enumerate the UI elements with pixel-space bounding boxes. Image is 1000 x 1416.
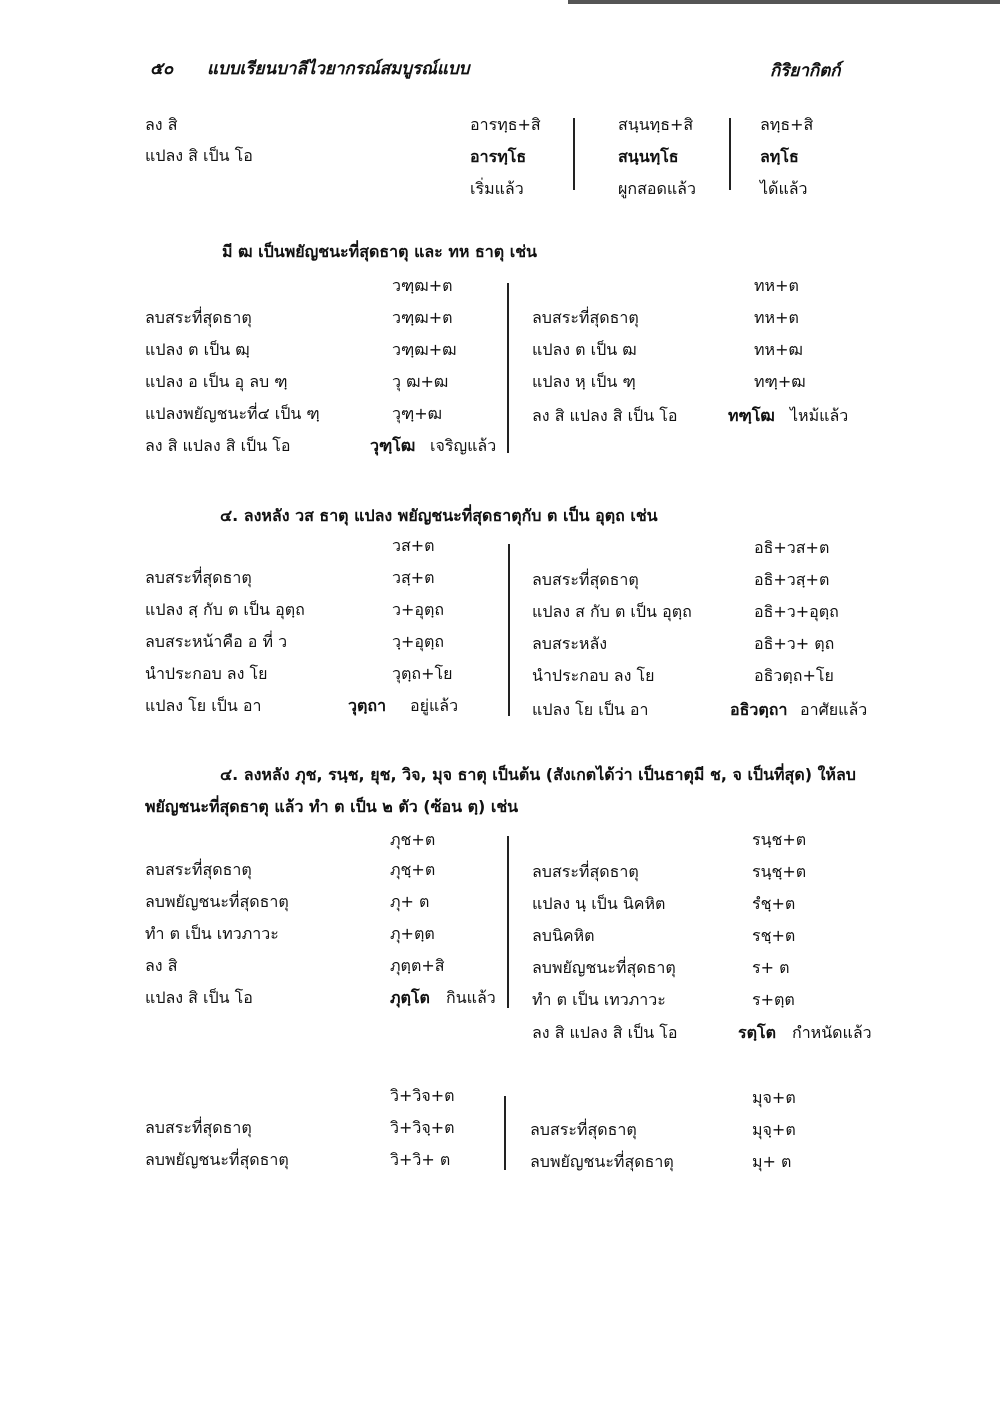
step-label: แปลง หฺ เป็น ฑฺ: [532, 372, 636, 391]
section-heading: ๔. ลงหลัง วส ธาตุ แปลง พยัญชนะที่สุดธาตุกับ ต เป็น อุตฺถ เช่น: [220, 506, 658, 525]
base-form: วส+ต: [392, 536, 435, 555]
step-form: อธิ+วสฺ+ต: [754, 570, 830, 589]
result-word: ลทฺโธ: [760, 147, 799, 166]
step-label: นำประกอบ ลง โย: [145, 664, 268, 683]
step-label: ลบสระหน้าคือ อ ที่ ว: [145, 632, 288, 651]
column-divider: [508, 544, 510, 716]
section-heading: ๔. ลงหลัง ภุช, รนฺช, ยุช, วิจ, มุจ ธาตุ เป็นต้น (สังเกตได้ว่า เป็นธาตุมี ช, จ เป็นที่สุด) ให้ลบ: [220, 765, 856, 784]
step-label: แปลง ต เป็น ฒฺ: [145, 340, 250, 359]
step-form: วฑฺฒ+ต: [392, 308, 453, 327]
step-form: ภุ+ตฺต: [390, 924, 435, 943]
step-label: นำประกอบ ลง โย: [532, 666, 655, 685]
step-label: แปลง สฺ กับ ต เป็น อุตฺถ: [145, 600, 305, 619]
meaning: กำหนัดแล้ว: [792, 1023, 872, 1042]
chapter-title: กิริยากิตก์: [770, 61, 841, 81]
step-label: ลบสระที่สุดธาตุ: [145, 568, 252, 587]
step-label: ลบสระหลัง: [532, 634, 608, 653]
column-divider: [729, 118, 731, 190]
step-form: ภุตฺต+สิ: [390, 956, 445, 975]
base-form: ภุช+ต: [390, 830, 436, 849]
step-form: อธิวตฺถ+โย: [754, 666, 834, 685]
base-form: รนฺช+ต: [752, 830, 807, 849]
step-form: ภุชฺ+ต: [390, 860, 436, 879]
step-form: วสฺ+ต: [392, 568, 435, 587]
meaning: ได้แล้ว: [760, 179, 808, 198]
step-label: แปลง อ เป็น อุ ลบ ฑฺ: [145, 372, 288, 391]
step-form: วฑฺฒ+ฒ: [392, 340, 457, 359]
step-form: ทฑฺ+ฒ: [754, 372, 806, 391]
form: สนฺนทฺธ+สิ: [618, 115, 694, 134]
result-word: อธิวตฺถา: [730, 700, 788, 719]
step-label: ลบพยัญชนะที่สุดธาตุ: [532, 958, 676, 977]
step-label: ลบสระที่สุดธาตุ: [145, 308, 252, 327]
column-divider: [573, 118, 575, 190]
base-form: อธิ+วส+ต: [754, 538, 830, 557]
step-label: ลง สิ แปลง สิ เป็น โอ: [532, 1023, 678, 1042]
form: อารทฺธ+สิ: [470, 115, 541, 134]
result-word: วุฑฺโฒ: [370, 436, 416, 455]
step-form: ร+ ต: [752, 958, 790, 977]
result-word: ภุตฺโต: [390, 988, 430, 1007]
step-form: ภุ+ ต: [390, 892, 430, 911]
top-rule: [568, 0, 1000, 4]
step-label: แปลง สิ เป็น โอ: [145, 146, 253, 165]
section-heading: มี ฒ เป็นพยัญชนะที่สุดธาตุ และ ทห ธาตุ เช่น: [222, 242, 537, 261]
step-form: มุ+ ต: [752, 1152, 792, 1171]
step-label: ลบพยัญชนะที่สุดธาตุ: [145, 892, 289, 911]
meaning: ผูกสอดแล้ว: [618, 179, 696, 198]
step-label: แปลง ต เป็น ฒ: [532, 340, 637, 359]
result-word: ทฑฺโฒ: [728, 406, 775, 425]
step-form: วิ+วิจฺ+ต: [390, 1118, 455, 1137]
step-form: วิ+วิ+ ต: [390, 1150, 451, 1169]
step-label: แปลง สิ เป็น โอ: [145, 988, 253, 1007]
step-form: ทห+ฒ: [754, 340, 803, 359]
step-form: รนฺชฺ+ต: [752, 862, 807, 881]
step-label: ลง สิ แปลง สิ เป็น โอ: [145, 436, 291, 455]
step-form: ว+อุตฺถ: [392, 600, 445, 619]
step-form: รชฺ+ต: [752, 926, 796, 945]
result-word: สนฺนทฺโธ: [618, 147, 679, 166]
step-label: ลบสระที่สุดธาตุ: [532, 308, 639, 327]
meaning: อาศัยแล้ว: [800, 700, 868, 719]
step-label: ลบสระที่สุดธาตุ: [532, 862, 639, 881]
step-label: ลบสระที่สุดธาตุ: [530, 1120, 637, 1139]
base-form: วฑฺฒ+ต: [392, 276, 453, 295]
step-form: ร+ตฺต: [752, 990, 795, 1009]
base-form: มุจ+ต: [752, 1088, 796, 1107]
form: ลทฺธ+สิ: [760, 115, 814, 134]
step-label: ลบพยัญชนะที่สุดธาตุ: [530, 1152, 674, 1171]
book-title: แบบเรียนบาลีไวยากรณ์สมบูรณ์แบบ: [207, 59, 470, 79]
step-label: แปลงพยัญชนะที่๔ เป็น ฑฺ: [145, 404, 320, 423]
meaning: อยู่แล้ว: [410, 696, 459, 715]
step-form: อธิ+ว+อุตฺถ: [754, 602, 839, 621]
result-word: รตฺโต: [738, 1023, 776, 1042]
step-label: ลบสระที่สุดธาตุ: [145, 860, 252, 879]
meaning: เจริญแล้ว: [430, 436, 497, 455]
step-form: วุตฺถ+โย: [392, 664, 453, 683]
meaning: เริ่มแล้ว: [470, 179, 524, 198]
result-word: อารทฺโธ: [470, 147, 527, 166]
page-number: ๕๐: [150, 59, 174, 79]
base-form: ทห+ต: [754, 276, 799, 295]
meaning: กินแล้ว: [446, 988, 496, 1007]
step-label: ลบนิคหิต: [532, 926, 595, 945]
step-form: อธิ+ว+ ตฺถ: [754, 634, 835, 653]
base-form: วิ+วิจ+ต: [390, 1086, 455, 1105]
step-label: ลบสระที่สุดธาตุ: [145, 1118, 252, 1137]
step-label: ลบสระที่สุดธาตุ: [532, 570, 639, 589]
section-heading-cont: พยัญชนะที่สุดธาตุ แล้ว ทำ ต เป็น ๒ ตัว (ซ้อน ตฺ) เช่น: [145, 797, 519, 816]
step-label: ลบพยัญชนะที่สุดธาตุ: [145, 1150, 289, 1169]
step-label: แปลง โย เป็น อา: [532, 700, 649, 719]
column-divider: [507, 283, 509, 453]
step-form: วุ ฒ+ฒ: [392, 372, 449, 391]
step-label: ลง สิ: [145, 115, 178, 134]
result-word: วุตฺถา: [348, 696, 387, 715]
step-label: แปลง นฺ เป็น นิคหิต: [532, 894, 666, 913]
step-form: รํชฺ+ต: [752, 894, 796, 913]
step-form: วฺ+อุตฺถ: [392, 632, 445, 651]
step-form: มุจฺ+ต: [752, 1120, 796, 1139]
meaning: ไหม้แล้ว: [790, 406, 849, 425]
step-form: ทห+ต: [754, 308, 799, 327]
column-divider: [507, 836, 509, 1008]
step-label: ทำ ต เป็น เทวภาวะ: [532, 990, 666, 1009]
step-label: แปลง ส กับ ต เป็น อุตฺถ: [532, 602, 692, 621]
step-form: วุฑฺ+ฒ: [392, 404, 443, 423]
step-label: ทำ ต เป็น เทวภาวะ: [145, 924, 279, 943]
step-label: ลง สิ: [145, 956, 178, 975]
step-label: แปลง โย เป็น อา: [145, 696, 262, 715]
column-divider: [504, 1096, 506, 1170]
step-label: ลง สิ แปลง สิ เป็น โอ: [532, 406, 678, 425]
